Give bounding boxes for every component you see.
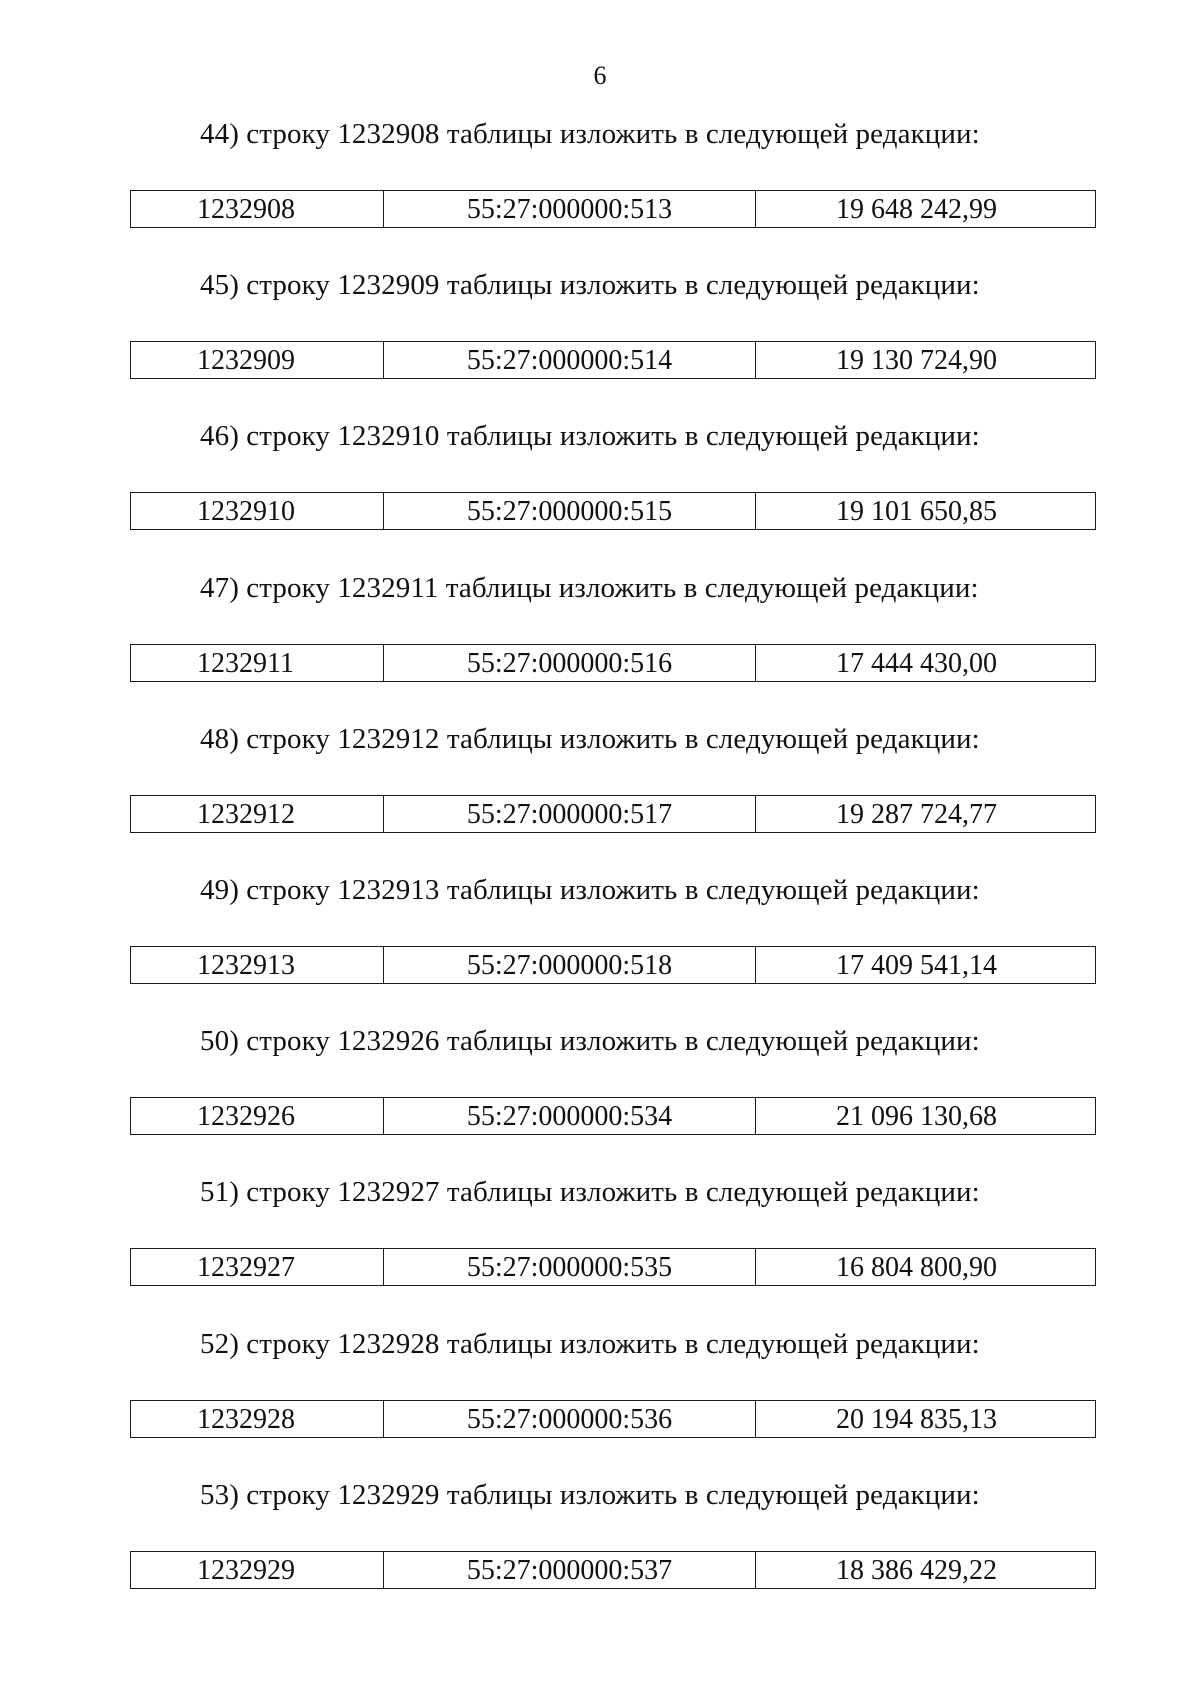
table-row	[130, 1400, 1096, 1438]
cadastral-number-cell: 55:27:000000:517	[384, 796, 756, 832]
row-number-cell: 1232908	[131, 191, 384, 227]
table-row	[130, 946, 1096, 984]
table-row	[130, 190, 1096, 228]
cadastral-value-cell: 17 444 430,00	[836, 647, 997, 679]
amendment-instruction: 50) строку 1232926 таблицы изложить в следующей редакции:	[200, 1025, 980, 1058]
amendment-item	[0, 116, 1200, 267]
cadastral-value-cell: 19 101 650,85	[836, 496, 997, 528]
amendment-instruction: 53) строку 1232929 таблицы изложить в следующей редакции:	[200, 1478, 980, 1511]
cadastral-number-cell: 55:27:000000:516	[384, 645, 756, 681]
amendment-item	[0, 1326, 1200, 1477]
cadastral-value-cell: 20 194 835,13	[836, 1403, 997, 1435]
table-row	[130, 644, 1096, 682]
amendment-instruction: 48) строку 1232912 таблицы изложить в следующей редакции:	[200, 722, 980, 755]
amendment-instruction: 44) строку 1232908 таблицы изложить в следующей редакции:	[200, 118, 980, 150]
amendment-item	[0, 872, 1200, 1023]
amendment-item	[0, 1023, 1200, 1174]
amendment-instruction: 51) строку 1232927 таблицы изложить в следующей редакции:	[200, 1176, 980, 1209]
cadastral-value-cell: 19 130 724,90	[836, 345, 997, 377]
cadastral-value-cell: 19 287 724,77	[836, 798, 997, 830]
table-row	[130, 1097, 1096, 1135]
row-number-cell: 1232911	[131, 645, 384, 681]
cadastral-number-cell: 55:27:000000:514	[384, 342, 756, 378]
cadastral-value-cell: 17 409 541,14	[836, 949, 997, 981]
cadastral-number-cell: 55:27:000000:537	[384, 1552, 756, 1588]
row-number-cell: 1232929	[131, 1552, 384, 1588]
amendment-instruction: 52) строку 1232928 таблицы изложить в следующей редакции:	[200, 1327, 980, 1360]
cadastral-number-cell: 55:27:000000:536	[384, 1401, 756, 1437]
row-number-cell: 1232910	[131, 493, 384, 529]
amendment-item	[0, 570, 1200, 721]
amendment-item	[0, 267, 1200, 418]
row-number-cell: 1232909	[131, 342, 384, 378]
cadastral-number-cell: 55:27:000000:513	[384, 191, 756, 227]
amendment-item	[0, 1477, 1200, 1628]
row-number-cell: 1232912	[131, 796, 384, 832]
amendment-instruction: 47) строку 1232911 таблицы изложить в следующей редакции:	[200, 571, 979, 604]
table-row	[130, 1551, 1096, 1589]
cadastral-value-cell: 16 804 800,90	[836, 1252, 997, 1284]
table-row	[130, 492, 1096, 530]
cadastral-value-cell: 18 386 429,22	[836, 1554, 997, 1586]
cadastral-value-cell: 21 096 130,68	[836, 1101, 997, 1133]
page-number: 6	[593, 61, 607, 90]
amendment-instruction: 49) строку 1232913 таблицы изложить в следующей редакции:	[200, 873, 980, 906]
amendment-item	[0, 418, 1200, 569]
table-row	[130, 1248, 1096, 1286]
row-number-cell: 1232913	[131, 947, 384, 983]
amendment-item	[0, 1174, 1200, 1325]
amendment-instruction: 45) строку 1232909 таблицы изложить в следующей редакции:	[200, 269, 980, 302]
row-number-cell: 1232927	[131, 1249, 384, 1285]
cadastral-value-cell: 19 648 242,99	[836, 194, 997, 225]
cadastral-number-cell: 55:27:000000:518	[384, 947, 756, 983]
cadastral-number-cell: 55:27:000000:535	[384, 1249, 756, 1285]
amendment-item	[0, 721, 1200, 872]
amendment-list	[0, 116, 1200, 1628]
amendment-instruction: 46) строку 1232910 таблицы изложить в следующей редакции:	[200, 420, 980, 453]
cadastral-number-cell: 55:27:000000:515	[384, 493, 756, 529]
cadastral-number-cell: 55:27:000000:534	[384, 1098, 756, 1134]
table-row	[130, 341, 1096, 379]
row-number-cell: 1232928	[131, 1401, 384, 1437]
table-row	[130, 795, 1096, 833]
row-number-cell: 1232926	[131, 1098, 384, 1134]
